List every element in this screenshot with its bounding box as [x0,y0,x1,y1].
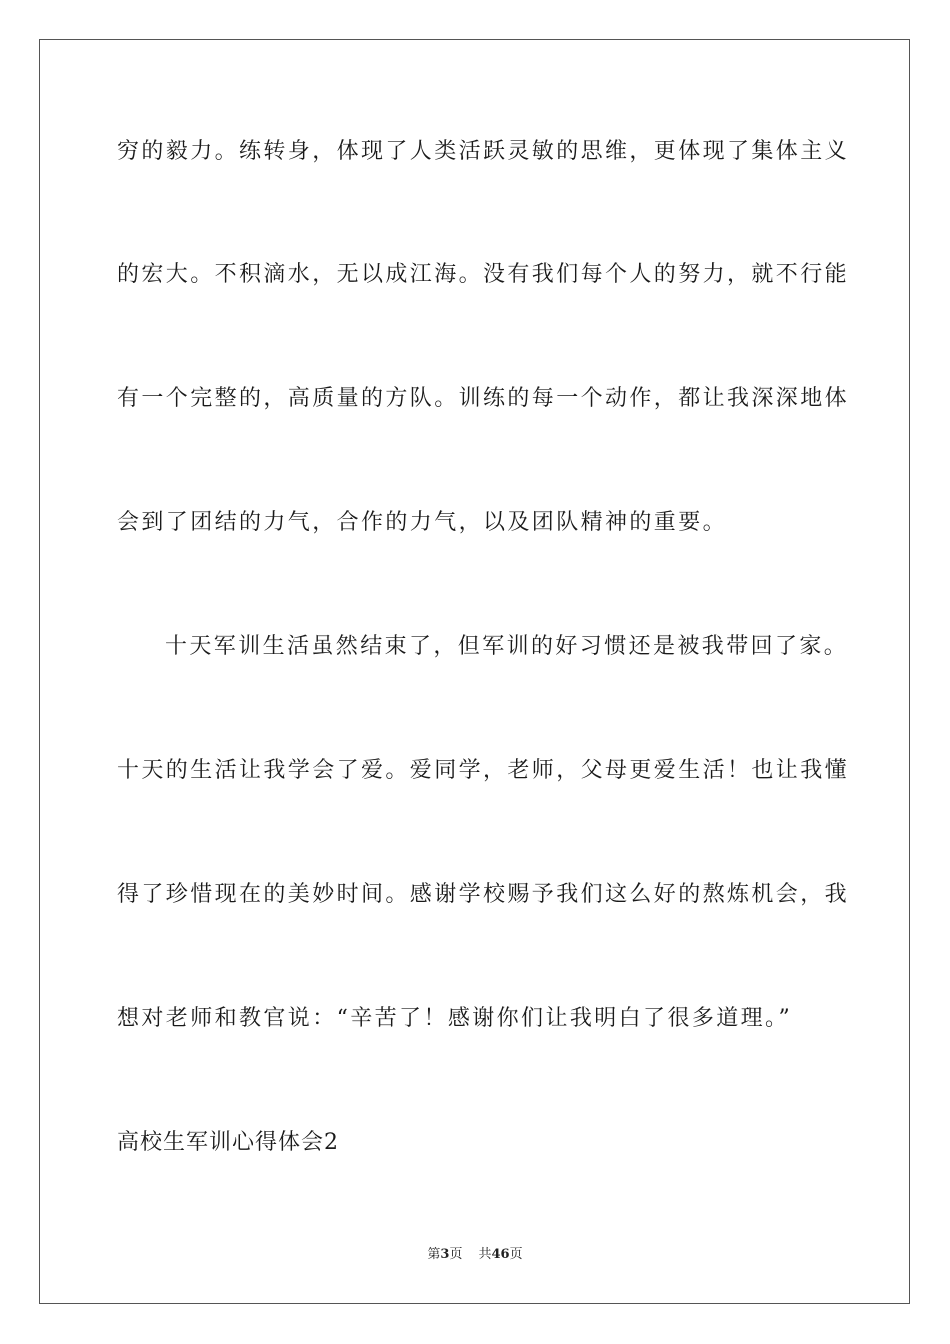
body-text-line: 会到了团结的力气，合作的力气，以及团队精神的重要。 [117,510,728,535]
section-heading: 高校生军训心得体会2 [117,1130,339,1155]
body-text-line: 得了珍惜现在的美妙时间。感谢学校赐予我们这么好的熬炼机会，我 [117,882,850,907]
total-label-prefix: 共 [478,1247,492,1262]
paragraph-start-line: 十天军训生活虽然结束了，但军训的好习惯还是被我带回了家。 [165,634,849,659]
page-footer [0,1246,950,1264]
total-pages: 46 [491,1247,510,1262]
body-text-line: 想对老师和教官说：“辛苦了！感谢你们让我明白了很多道理。” [117,1006,793,1031]
page-number: 3 [440,1247,450,1262]
body-text-line: 穷的毅力。练转身，体现了人类活跃灵敏的思维，更体现了集体主义 [117,139,850,164]
body-text-line: 的宏大。不积滴水，无以成江海。没有我们每个人的努力，就不行能 [117,262,850,287]
total-label-suffix: 页 [509,1247,523,1262]
page-border [39,39,910,1304]
body-text-line: 有一个完整的，高质量的方队。训练的每一个动作，都让我深深地体 [117,386,850,411]
body-text-line: 十天的生活让我学会了爱。爱同学，老师，父母更爱生活！也让我懂 [117,758,850,783]
page-label-suffix: 页 [449,1247,463,1262]
page-label-prefix: 第 [427,1247,441,1262]
